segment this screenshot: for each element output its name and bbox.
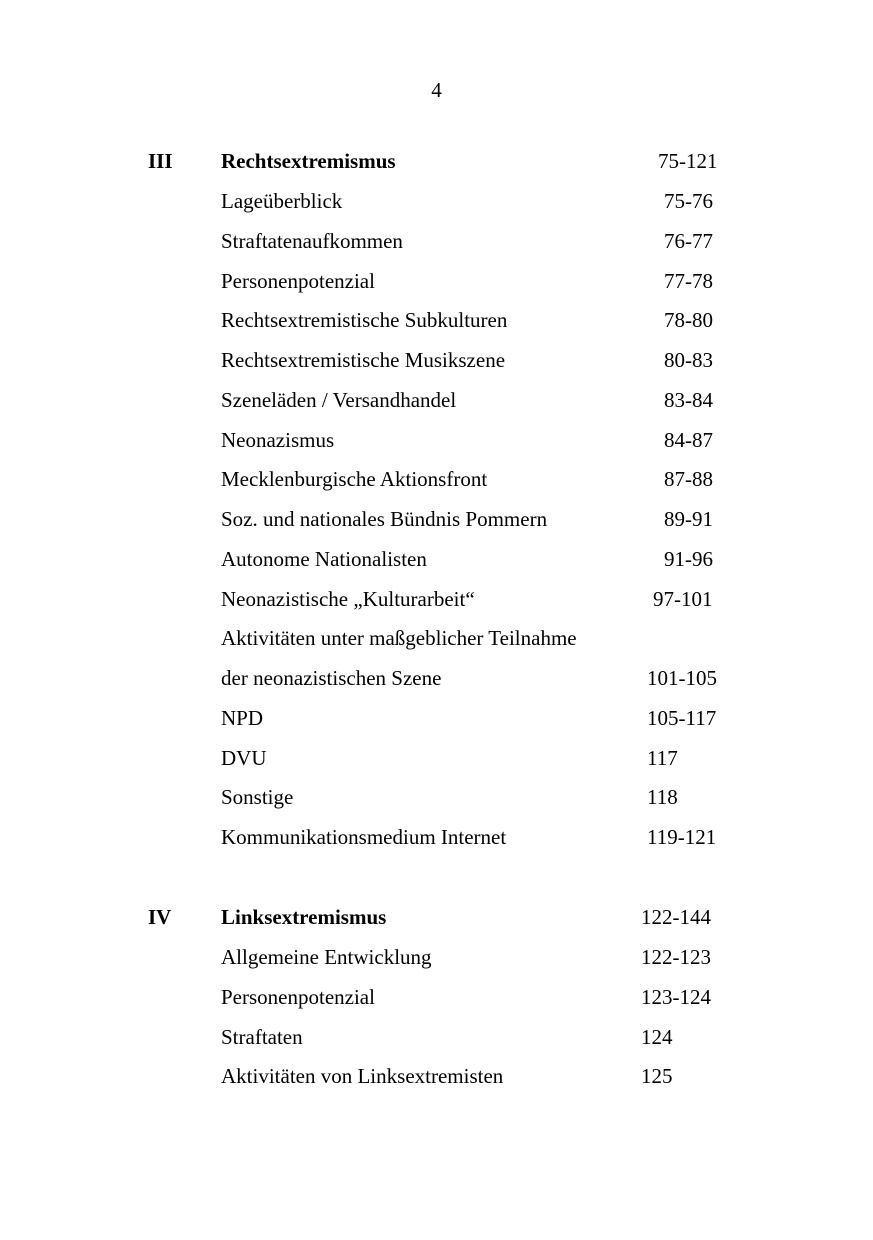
toc-entry-pages: 122-123 (641, 945, 711, 969)
toc-entry-label: Straftatenaufkommen (221, 229, 403, 253)
toc-entry (0, 984, 873, 1010)
toc-entry-label: Soz. und nationales Bündnis Pommern (221, 507, 548, 531)
section-heading-row (0, 148, 873, 174)
toc-entry (0, 506, 873, 532)
toc-entry-pages: 76-77 (664, 229, 713, 253)
toc-entry (0, 586, 873, 612)
toc-entry-label: Rechtsextremistische Musikszene (221, 348, 506, 372)
toc-entry (0, 546, 873, 572)
toc-entry-pages: 80-83 (664, 348, 713, 372)
toc-entry (0, 307, 873, 333)
toc-entry-pages: 83-84 (664, 388, 713, 412)
toc-entry (0, 347, 873, 373)
toc-entry-label: Neonazismus (221, 428, 335, 452)
page-number: 4 (431, 78, 442, 102)
section-heading-row (0, 904, 873, 930)
section-numeral: III (148, 149, 173, 173)
toc-entry-label: der neonazistischen Szene (221, 666, 442, 690)
toc-entry (0, 188, 873, 214)
toc-entry-label: Allgemeine Entwicklung (221, 945, 432, 969)
toc-entry-pages: 124 (641, 1025, 673, 1049)
toc-entry-pages: 117 (647, 746, 678, 770)
toc-entry-label: Mecklenburgische Aktionsfront (221, 467, 488, 491)
toc-entry-label: Rechtsextremistische Subkulturen (221, 308, 508, 332)
toc-entry-pages: 78-80 (664, 308, 713, 332)
toc-entry (0, 466, 873, 492)
toc-entry-label: Lageüberblick (221, 189, 343, 213)
toc-entry-pages: 101-105 (647, 666, 717, 690)
toc-entry-label: Aktivitäten unter maßgeblicher Teilnahme (221, 626, 577, 650)
toc-entry-label: Personenpotenzial (221, 269, 375, 293)
toc-entry (0, 268, 873, 294)
toc-entry (0, 665, 873, 691)
toc-entry-pages: 77-78 (664, 269, 713, 293)
toc-entry-label: Neonazistische „Kulturarbeit“ (221, 587, 475, 611)
toc-entry-pages: 87-88 (664, 467, 713, 491)
toc-entry (0, 705, 873, 731)
section-title: Linksextremismus (221, 905, 387, 929)
section-pages: 75-121 (658, 149, 718, 173)
toc-entry (0, 784, 873, 810)
toc-entry-label: NPD (221, 706, 264, 730)
toc-entry-label: Personenpotenzial (221, 985, 375, 1009)
toc-entry (0, 824, 873, 850)
toc-entry-pages: 125 (641, 1064, 673, 1088)
section-pages: 122-144 (641, 905, 711, 929)
toc-entry-label: Kommunikationsmedium Internet (221, 825, 507, 849)
toc-entry-label: Aktivitäten von Linksextremisten (221, 1064, 504, 1088)
toc-entry (0, 1063, 873, 1089)
toc-entry-pages: 119-121 (647, 825, 717, 849)
toc-entry-pages: 91-96 (664, 547, 713, 571)
toc-entry (0, 745, 873, 771)
section-title: Rechtsextremismus (221, 149, 396, 173)
toc-entry-pages: 89-91 (664, 507, 713, 531)
toc-entry-label: Szeneläden / Versandhandel (221, 388, 457, 412)
toc-entry-pages: 75-76 (664, 189, 713, 213)
section-numeral: IV (148, 905, 172, 929)
toc-entry (0, 387, 873, 413)
toc-entry-pages: 123-124 (641, 985, 711, 1009)
toc-entry (0, 427, 873, 453)
toc-entry-label: DVU (221, 746, 267, 770)
toc-entry-label: Autonome Nationalisten (221, 547, 427, 571)
toc-entry (0, 625, 873, 651)
toc-entry-pages: 118 (647, 785, 678, 809)
toc-entry (0, 944, 873, 970)
toc-entry-pages: 97-101 (653, 587, 713, 611)
toc-entry-label: Sonstige (221, 785, 294, 809)
toc-entry-label: Straftaten (221, 1025, 303, 1049)
toc-entry-pages: 84-87 (664, 428, 713, 452)
toc-entry (0, 1024, 873, 1050)
toc-entry-pages: 105-117 (647, 706, 717, 730)
toc-entry (0, 228, 873, 254)
